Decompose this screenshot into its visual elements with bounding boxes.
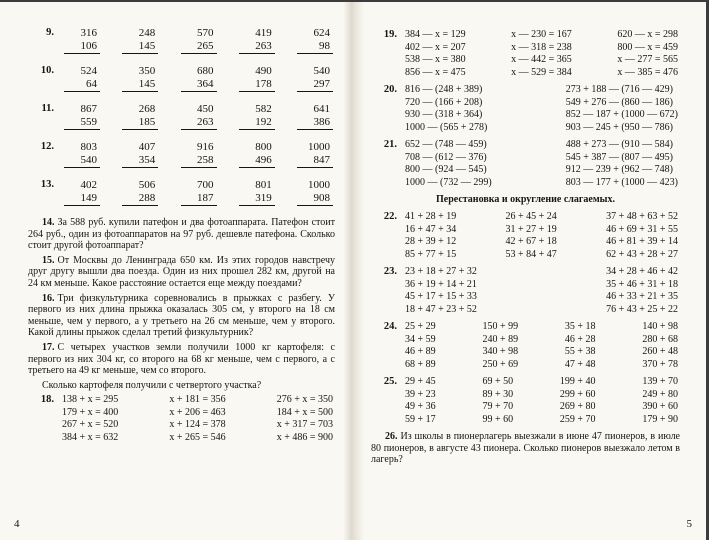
subtrahend: 263 xyxy=(255,39,272,52)
subtrahend: 64 xyxy=(86,77,97,90)
expression: 49 + 36 xyxy=(405,401,436,412)
expression: x — 318 = 238 xyxy=(511,41,572,53)
problem-number: 25. xyxy=(383,376,397,387)
problem-23 xyxy=(371,266,680,315)
problem-number: 14. xyxy=(42,217,55,228)
expression: 199 + 40 xyxy=(559,376,596,387)
problem-25 xyxy=(371,376,680,425)
vertical-subtraction xyxy=(122,65,158,92)
expression: 816 — (248 + 389) xyxy=(405,84,483,95)
minuend: 268 xyxy=(138,103,156,115)
expression: 340 + 98 xyxy=(482,346,519,357)
minuend: 419 xyxy=(255,27,272,39)
expression-grid xyxy=(405,139,680,188)
minuend: 316 xyxy=(80,27,97,39)
subtrahend: 847 xyxy=(313,153,330,166)
subtrahend: 145 xyxy=(138,39,156,52)
expression: 55 + 38 xyxy=(564,346,596,357)
expression: 852 — 187 + (1000 — 672) xyxy=(565,109,678,120)
word-problem-17-question: Сколько картофеля получили с четвертого участка? xyxy=(42,379,262,391)
expression: 76 + 43 + 25 + 22 xyxy=(606,303,678,315)
problem-number: 21. xyxy=(383,139,397,150)
expression: 803 — 177 + (1000 — 423) xyxy=(565,176,678,188)
vertical-subtraction xyxy=(64,65,100,92)
subtrahend: 258 xyxy=(197,153,214,166)
expression: x + 181 = 356 xyxy=(169,394,226,406)
expression: 138 + x = 295 xyxy=(62,394,119,406)
minuend: 450 xyxy=(197,103,214,115)
expression: 269 + 80 xyxy=(559,401,596,412)
minuend: 248 xyxy=(138,27,156,39)
subtraction-pairs xyxy=(64,27,335,54)
minuend: 801 xyxy=(255,179,272,191)
sum-grid xyxy=(405,376,680,425)
subtrahend: 908 xyxy=(313,191,330,204)
expression: 34 + 28 + 46 + 42 xyxy=(606,266,678,277)
problem-number: 10. xyxy=(40,65,54,76)
minuend: 641 xyxy=(313,103,330,115)
expression: 68 + 89 xyxy=(405,358,436,370)
expression: 1000 — (565 + 278) xyxy=(405,121,488,133)
expression: 41 + 28 + 19 xyxy=(405,211,457,222)
expression: 35 + 46 + 31 + 18 xyxy=(606,278,678,290)
sum-grid xyxy=(405,211,680,260)
expression: 800 — (924 — 545) xyxy=(405,164,487,175)
problem-text: От Москвы до Ленинграда 650 км. Из этих городов навстречу друг другу вышли два поезда. Один из них прошел 282 км, другой на 24 км меньше. Какое расстояние остается еще между поездами? xyxy=(28,254,335,289)
problem-number: 24. xyxy=(383,321,397,332)
expression: 85 + 77 + 15 xyxy=(405,248,457,260)
expression: 46 + 81 + 39 + 14 xyxy=(606,236,678,247)
subtrahend: 559 xyxy=(80,115,97,128)
expression: 18 + 47 + 23 + 52 xyxy=(405,303,477,315)
expression: 179 + 90 xyxy=(642,413,678,425)
expression: 267 + x = 520 xyxy=(62,419,119,431)
word-problem-15 xyxy=(28,255,335,290)
expression: 249 + 80 xyxy=(642,388,678,400)
expression: 42 + 67 + 18 xyxy=(505,236,557,247)
vertical-subtraction xyxy=(64,103,100,130)
subtrahend: 297 xyxy=(313,77,330,90)
minuend: 582 xyxy=(255,103,272,115)
vertical-subtraction xyxy=(239,65,275,92)
subtrahend: 187 xyxy=(197,191,214,204)
minuend: 540 xyxy=(313,65,330,77)
expression: x + 317 = 703 xyxy=(276,419,333,431)
vertical-subtraction xyxy=(122,141,158,168)
problem-number: 26. xyxy=(385,431,398,442)
expression: 28 + 39 + 12 xyxy=(405,236,457,247)
problem-text: За 588 руб. купили патефон и два фотоаппарата. Патефон стоит 264 руб., один из фотоаппаратов на 97 руб. дешевле патефона. Сколько стоит другой фотоаппарат? xyxy=(28,217,335,252)
minuend: 1000 xyxy=(308,141,330,153)
expression: 384 — x = 129 xyxy=(405,29,466,40)
expression: x — 230 = 167 xyxy=(511,29,572,40)
subtrahend: 149 xyxy=(80,191,97,204)
expression: 89 + 30 xyxy=(482,388,514,400)
sum-grid xyxy=(405,321,680,370)
vertical-subtraction xyxy=(122,103,158,130)
expression: 16 + 47 + 34 xyxy=(405,223,457,235)
subtraction-problem-row xyxy=(28,141,335,168)
expression: 46 + 28 xyxy=(564,333,596,345)
subtrahend: 178 xyxy=(255,77,272,90)
minuend: 570 xyxy=(197,27,214,39)
expression: 800 — x = 459 xyxy=(617,41,678,53)
sum-grid xyxy=(405,266,680,315)
subtraction-pairs xyxy=(64,65,335,92)
subtrahend: 319 xyxy=(255,191,272,204)
vertical-subtraction xyxy=(297,179,333,206)
minuend: 524 xyxy=(80,65,97,77)
subtraction-pairs xyxy=(64,179,335,206)
expression: x + 206 = 463 xyxy=(169,406,226,418)
expression: 29 + 45 xyxy=(405,376,436,387)
vertical-subtraction xyxy=(122,179,158,206)
expression: 79 + 70 xyxy=(482,401,514,412)
expression: 53 + 84 + 47 xyxy=(505,248,557,260)
subtraction-problem-row xyxy=(28,27,335,54)
expression: 273 + 188 — (716 — 429) xyxy=(565,84,673,95)
problem-text: С четырех участков земли получили 1000 кг картофеля: с первого из них 304 кг, со второго на 68 кг меньше, чем с первого, а с третьего на 49 кг меньше, чем со второго. xyxy=(28,341,335,377)
expression: 402 — x = 207 xyxy=(405,41,466,53)
problem-24 xyxy=(371,321,680,370)
expression: x — 442 = 365 xyxy=(511,54,572,65)
vertical-subtraction xyxy=(239,103,275,130)
vertical-subtraction xyxy=(239,141,275,168)
expression: 912 — 239 + (962 — 748) xyxy=(565,164,673,175)
expression: 59 + 17 xyxy=(405,413,436,425)
problem-number: 11. xyxy=(41,103,54,114)
subtrahend: 145 xyxy=(138,77,156,90)
vertical-subtraction xyxy=(297,103,333,130)
expression: 69 + 50 xyxy=(482,376,514,387)
subtraction-pairs xyxy=(64,141,335,168)
subtrahend: 185 xyxy=(138,115,156,128)
problem-number: 13. xyxy=(40,179,54,190)
expression: 1000 — (732 — 299) xyxy=(405,176,492,188)
expression: 46 + 69 + 31 + 55 xyxy=(606,223,678,235)
expression: 23 + 18 + 27 + 32 xyxy=(405,266,477,277)
problem-number: 17. xyxy=(42,341,55,353)
subtrahend: 98 xyxy=(319,39,330,52)
subtraction-problem-row xyxy=(28,65,335,92)
vertical-subtraction xyxy=(181,27,217,54)
expression: 184 + x = 500 xyxy=(276,406,333,418)
expression: 35 + 18 xyxy=(564,321,596,332)
minuend: 402 xyxy=(80,179,97,191)
minuend: 624 xyxy=(313,27,330,39)
problem-number: 9. xyxy=(46,27,54,38)
problem-number: 18. xyxy=(40,394,54,406)
minuend: 803 xyxy=(80,141,97,153)
expression: 39 + 23 xyxy=(405,388,436,400)
expression: 259 + 70 xyxy=(559,413,596,425)
page-number-left: 4 xyxy=(14,518,20,530)
problem-number: 22. xyxy=(383,211,397,222)
equation-grid xyxy=(62,394,335,443)
vertical-subtraction xyxy=(239,27,275,54)
expression: 280 + 68 xyxy=(642,333,678,345)
vertical-subtraction xyxy=(181,103,217,130)
expression: 240 + 89 xyxy=(482,333,519,345)
problem-text: Из школы в пионерлагерь выезжали в июне 47 пионеров, в июле 80 пионеров, в августе 43 пионера. Сколько пионеров выезжало летом в лагерь? xyxy=(371,431,680,466)
expression: 903 — 245 + (950 — 786) xyxy=(565,121,673,133)
expression-grid xyxy=(405,84,680,133)
problem-22 xyxy=(371,211,680,260)
minuend: 700 xyxy=(197,179,214,191)
minuend: 800 xyxy=(255,141,272,153)
subtrahend: 354 xyxy=(138,153,156,166)
subtrahend: 540 xyxy=(80,153,97,166)
expression: 652 — (748 — 459) xyxy=(405,139,487,150)
vertical-subtraction xyxy=(122,27,158,54)
vertical-subtraction xyxy=(239,179,275,206)
minuend: 490 xyxy=(255,65,272,77)
page-right xyxy=(353,2,706,540)
expression: 140 + 98 xyxy=(642,321,678,332)
problem-number: 15. xyxy=(42,254,55,266)
problem-number: 16. xyxy=(42,292,55,304)
subtraction-problems-block xyxy=(28,27,335,206)
problem-number: 12. xyxy=(40,141,54,152)
expression: 45 + 17 + 15 + 33 xyxy=(405,291,477,302)
minuend: 506 xyxy=(138,179,156,191)
minuend: 1000 xyxy=(308,179,330,191)
minuend: 680 xyxy=(197,65,214,77)
minuend: 407 xyxy=(138,141,156,153)
expression: 549 + 276 — (860 — 186) xyxy=(565,96,673,108)
expression: 31 + 27 + 19 xyxy=(505,223,557,235)
expression: 276 + x = 350 xyxy=(276,394,333,406)
expression: 620 — x = 298 xyxy=(617,29,678,40)
vertical-subtraction xyxy=(64,141,100,168)
subtrahend: 288 xyxy=(138,191,156,204)
vertical-subtraction xyxy=(297,141,333,168)
subtrahend: 265 xyxy=(197,39,214,52)
problem-21 xyxy=(371,139,680,188)
subtraction-pairs xyxy=(64,103,335,130)
problem-20 xyxy=(371,84,680,133)
expression: 26 + 45 + 24 xyxy=(505,211,557,222)
minuend: 350 xyxy=(138,65,156,77)
subtrahend: 496 xyxy=(255,153,272,166)
vertical-subtraction xyxy=(181,65,217,92)
expression: 36 + 19 + 14 + 21 xyxy=(405,278,477,290)
expression: x + 124 = 378 xyxy=(169,419,226,431)
expression: 46 + 33 + 21 + 35 xyxy=(606,291,678,302)
word-problem-14 xyxy=(28,217,335,252)
expression: 25 + 29 xyxy=(405,321,436,332)
problem-number: 20. xyxy=(383,84,397,95)
problem-18 xyxy=(28,394,335,443)
subtrahend: 106 xyxy=(80,39,97,52)
vertical-subtraction xyxy=(64,179,100,206)
subtrahend: 386 xyxy=(313,115,330,128)
vertical-subtraction xyxy=(297,27,333,54)
problem-number: 19. xyxy=(383,29,397,40)
word-problem-16 xyxy=(28,293,335,339)
problem-number: 23. xyxy=(383,266,397,277)
subtrahend: 364 xyxy=(197,77,214,90)
expression: 545 + 387 — (807 — 495) xyxy=(565,151,673,163)
expression: 390 + 60 xyxy=(642,401,678,412)
expression: x — 385 = 476 xyxy=(617,66,678,78)
equation-grid xyxy=(405,29,680,78)
problem-text: Три физкультурника соревновались в прыжках с разбегу. У первого из них длина прыжка оказалась 305 см, у второго на 18 см меньше, чем у первого, а у третьего на 26 см меньше, чем у второго. Какой длины прыжок сделал третий физкультурник? xyxy=(28,292,335,339)
subtraction-problem-row xyxy=(28,179,335,206)
expression: 538 — x = 380 xyxy=(405,54,466,65)
subtrahend: 192 xyxy=(255,115,272,128)
subtrahend: 263 xyxy=(197,115,214,128)
expression: 488 + 273 — (910 — 584) xyxy=(565,139,673,150)
expression: 139 + 70 xyxy=(642,376,678,387)
subtraction-problem-row xyxy=(28,103,335,130)
expression: 250 + 69 xyxy=(482,358,519,370)
expression: x — 529 = 384 xyxy=(511,66,572,78)
section-heading: Перестановка и округление слагаемых. xyxy=(436,194,615,205)
page-left xyxy=(0,2,353,540)
expression: x + 265 = 546 xyxy=(169,431,226,443)
word-problem-26 xyxy=(371,431,680,466)
problem-19 xyxy=(371,29,680,78)
expression: 384 + x = 632 xyxy=(62,431,119,443)
expression: 47 + 48 xyxy=(564,358,596,370)
expression: 62 + 43 + 28 + 27 xyxy=(606,248,678,260)
minuend: 867 xyxy=(80,103,97,115)
expression: 46 + 89 xyxy=(405,346,436,357)
expression: 370 + 78 xyxy=(642,358,678,370)
expression: 150 + 99 xyxy=(482,321,519,332)
expression: 260 + 48 xyxy=(642,346,678,357)
expression: 856 — x = 475 xyxy=(405,66,466,78)
minuend: 916 xyxy=(197,141,214,153)
expression: 34 + 59 xyxy=(405,333,436,345)
vertical-subtraction xyxy=(181,179,217,206)
vertical-subtraction xyxy=(297,65,333,92)
expression: 99 + 60 xyxy=(482,413,514,425)
word-problem-17 xyxy=(28,342,335,377)
vertical-subtraction xyxy=(64,27,100,54)
expression: x — 277 = 565 xyxy=(617,54,678,65)
expression: 930 — (318 + 364) xyxy=(405,109,483,120)
expression: 708 — (612 — 376) xyxy=(405,151,487,163)
expression: x + 486 = 900 xyxy=(276,431,333,443)
vertical-subtraction xyxy=(181,141,217,168)
expression: 299 + 60 xyxy=(559,388,596,400)
expression: 37 + 48 + 63 + 52 xyxy=(606,211,678,222)
page-number-right: 5 xyxy=(686,518,692,530)
expression: 720 — (166 + 208) xyxy=(405,96,483,108)
expression: 179 + x = 400 xyxy=(62,406,119,418)
